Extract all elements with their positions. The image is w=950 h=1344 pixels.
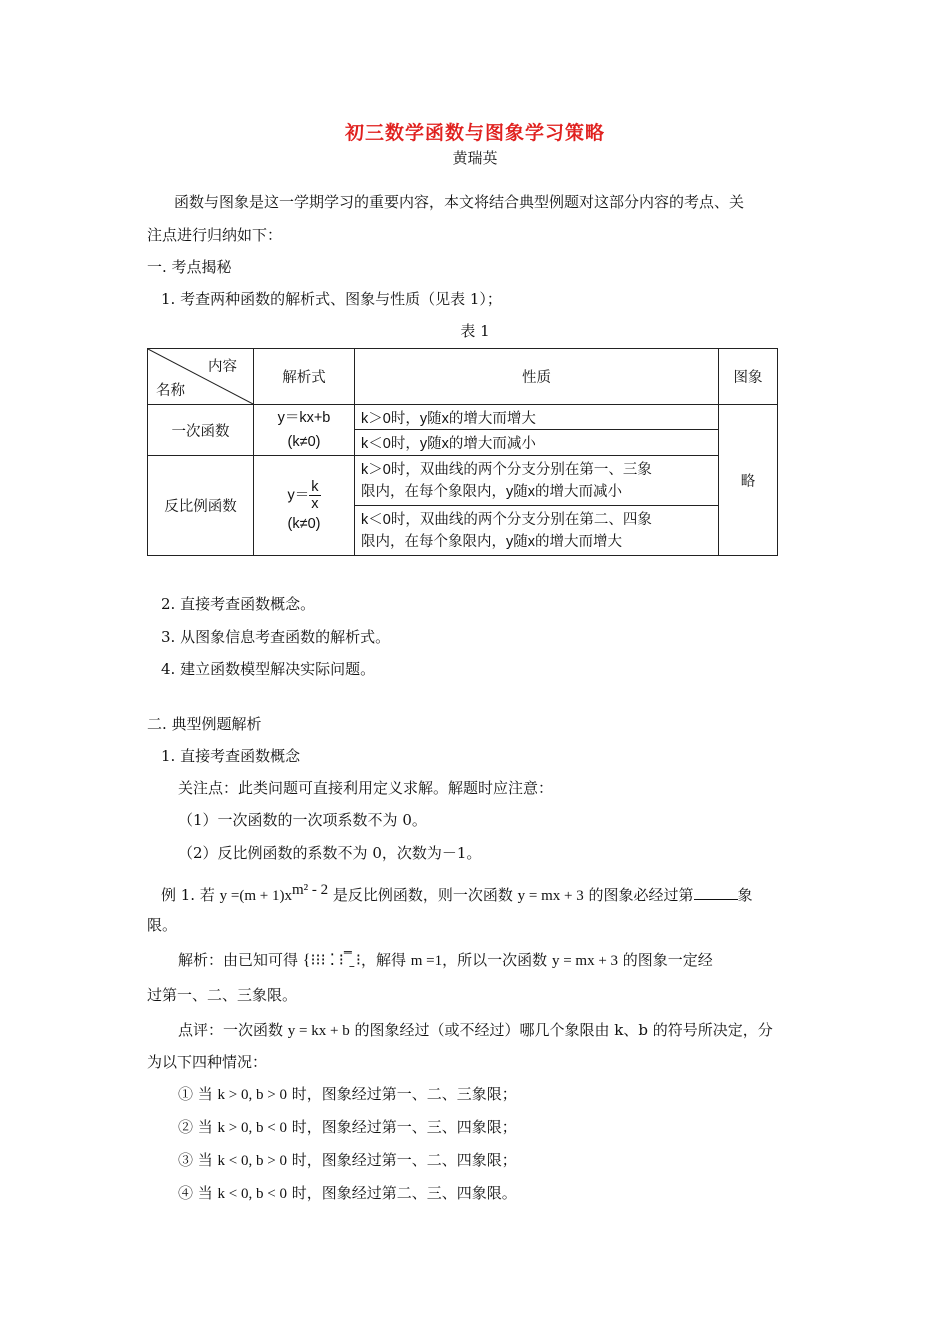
linear-condition: (k≠0) bbox=[287, 434, 321, 450]
case-2 bbox=[178, 1117, 517, 1138]
case-4-text: 时，图象经过第二、三、四象限。 bbox=[286, 1184, 517, 1202]
solution-expr: y = mx + 3 bbox=[551, 953, 619, 969]
inverse-formula bbox=[260, 479, 348, 512]
example-1-prefix: 例 1. 若 bbox=[161, 886, 220, 904]
header-graph: 图象 bbox=[719, 349, 778, 405]
solution-m-value: m =1 bbox=[410, 953, 443, 969]
case-4 bbox=[178, 1183, 517, 1204]
example-1-line-2: 限。 bbox=[147, 916, 178, 934]
solution-line-2: 过第一、二、三象限。 bbox=[147, 986, 298, 1004]
inverse-property-1-line-2: 限内，在每个象限内，y随x的增大而减小 bbox=[361, 483, 622, 500]
intro-line-2: 注点进行归纳如下： bbox=[147, 226, 283, 244]
section-1-item-3: 3. 从图象信息考查函数的解析式。 bbox=[161, 628, 391, 646]
attention-note: 关注点：此类问题可直接利用定义求解。解题时应注意： bbox=[178, 779, 554, 797]
case-1 bbox=[178, 1084, 517, 1105]
case-2-condition: k > 0, b < 0 bbox=[217, 1120, 287, 1136]
section-2-item-1: 1. 直接考查函数概念 bbox=[161, 747, 301, 765]
section-1-item-4: 4. 建立函数模型解决实际问题。 bbox=[161, 660, 376, 678]
comment-line-1 bbox=[178, 1020, 773, 1041]
linear-function-name: 一次函数 bbox=[148, 405, 254, 456]
case-3-text: 时，图象经过第一、二、四象限； bbox=[286, 1151, 517, 1169]
case-2-mark: ② 当 bbox=[178, 1118, 218, 1136]
case-3 bbox=[178, 1150, 517, 1171]
example-1-expr: y =(m + 1)x bbox=[219, 888, 292, 904]
case-4-condition: k < 0, b < 0 bbox=[217, 1186, 287, 1202]
comment-expr: y = kx + b bbox=[287, 1023, 350, 1039]
comment-post: 的图象经过（或不经过）哪几个象限由 k、b 的符号所决定，分 bbox=[349, 1021, 773, 1039]
example-1-exponent: m² - 2 bbox=[291, 882, 329, 898]
section-1-heading: 一. 考点揭秘 bbox=[147, 258, 232, 276]
linear-formula: y＝kx+b bbox=[277, 410, 331, 426]
example-1-post: 的图象必经过第 bbox=[583, 886, 694, 904]
case-2-text: 时，图象经过第一、三、四象限； bbox=[286, 1118, 517, 1136]
intro-line-1: 函数与图象是这一学期学习的重要内容，本文将结合典型例题对这部分内容的考点、关 bbox=[174, 193, 745, 211]
example-1-expr-2: y = mx + 3 bbox=[517, 888, 584, 904]
table-corner-cell bbox=[148, 349, 254, 405]
author-name: 黄瑞英 bbox=[452, 149, 498, 167]
inverse-property-2-line-2: 限内，在每个象限内，y随x的增大而增大 bbox=[361, 533, 622, 550]
attention-note-2: （2）反比例函数的系数不为 0，次数为－1。 bbox=[178, 844, 482, 862]
section-2-heading: 二. 典型例题解析 bbox=[147, 715, 262, 733]
example-1-end: 象 bbox=[737, 886, 753, 904]
comment-prefix: 点评：一次函数 bbox=[178, 1021, 288, 1039]
case-1-condition: k > 0, b > 0 bbox=[217, 1087, 287, 1103]
solution-system: {⁝⁝⁝ ⁚ ⁝ ̿ ̱ ⁝ bbox=[302, 952, 361, 969]
corner-label-name: 名称 bbox=[156, 383, 185, 399]
inverse-denominator: x bbox=[311, 496, 319, 512]
solution-mid-2: ，所以一次函数 bbox=[442, 951, 552, 969]
inverse-property-1 bbox=[355, 456, 719, 506]
inverse-property-2-line-1: k＜0时，双曲线的两个分支分别在第二、四象 bbox=[361, 511, 652, 528]
case-3-mark: ③ 当 bbox=[178, 1151, 218, 1169]
answer-blank bbox=[694, 899, 738, 900]
solution-post: 的图象一定经 bbox=[618, 951, 713, 969]
inverse-property-2 bbox=[355, 506, 719, 556]
corner-label-content: 内容 bbox=[208, 359, 237, 375]
section-1-item-2: 2. 直接考查函数概念。 bbox=[161, 595, 316, 613]
header-formula: 解析式 bbox=[254, 349, 355, 405]
case-3-condition: k < 0, b > 0 bbox=[217, 1153, 287, 1169]
example-1 bbox=[161, 880, 753, 906]
solution-prefix: 解析：由已知可得 bbox=[178, 951, 303, 969]
linear-formula-cell bbox=[254, 405, 355, 456]
inverse-function-name: 反比例函数 bbox=[148, 456, 254, 556]
case-1-mark: ① 当 bbox=[178, 1085, 218, 1103]
section-1-item-1: 1. 考查两种函数的解析式、图象与性质（见表 1）； bbox=[161, 290, 502, 308]
example-1-mid: 是反比例函数，则一次函数 bbox=[328, 886, 518, 904]
function-table bbox=[147, 348, 778, 556]
case-4-mark: ④ 当 bbox=[178, 1184, 218, 1202]
table-caption: 表 1 bbox=[460, 322, 490, 340]
linear-property-1: k＞0时，y随x的增大而增大 bbox=[355, 405, 719, 430]
solution-mid: ，解得 bbox=[360, 951, 411, 969]
inverse-numerator: k bbox=[311, 479, 319, 495]
inverse-condition: (k≠0) bbox=[287, 516, 321, 532]
comment-line-2: 为以下四种情况： bbox=[147, 1053, 268, 1071]
inverse-formula-cell bbox=[254, 456, 355, 556]
solution-line-1 bbox=[178, 950, 713, 971]
header-property: 性质 bbox=[355, 349, 719, 405]
inverse-property-1-line-1: k＞0时，双曲线的两个分支分别在第一、三象 bbox=[361, 461, 652, 478]
inverse-fraction bbox=[309, 479, 320, 512]
document-title: 初三数学函数与图象学习策略 bbox=[344, 122, 605, 144]
attention-note-1: （1）一次函数的一次项系数不为 0。 bbox=[178, 811, 427, 829]
linear-property-2: k＜0时，y随x的增大而减小 bbox=[355, 430, 719, 456]
case-1-text: 时，图象经过第一、二、三象限； bbox=[286, 1085, 517, 1103]
graph-cell: 略 bbox=[719, 405, 778, 556]
inverse-formula-lhs: y＝ bbox=[287, 487, 310, 504]
